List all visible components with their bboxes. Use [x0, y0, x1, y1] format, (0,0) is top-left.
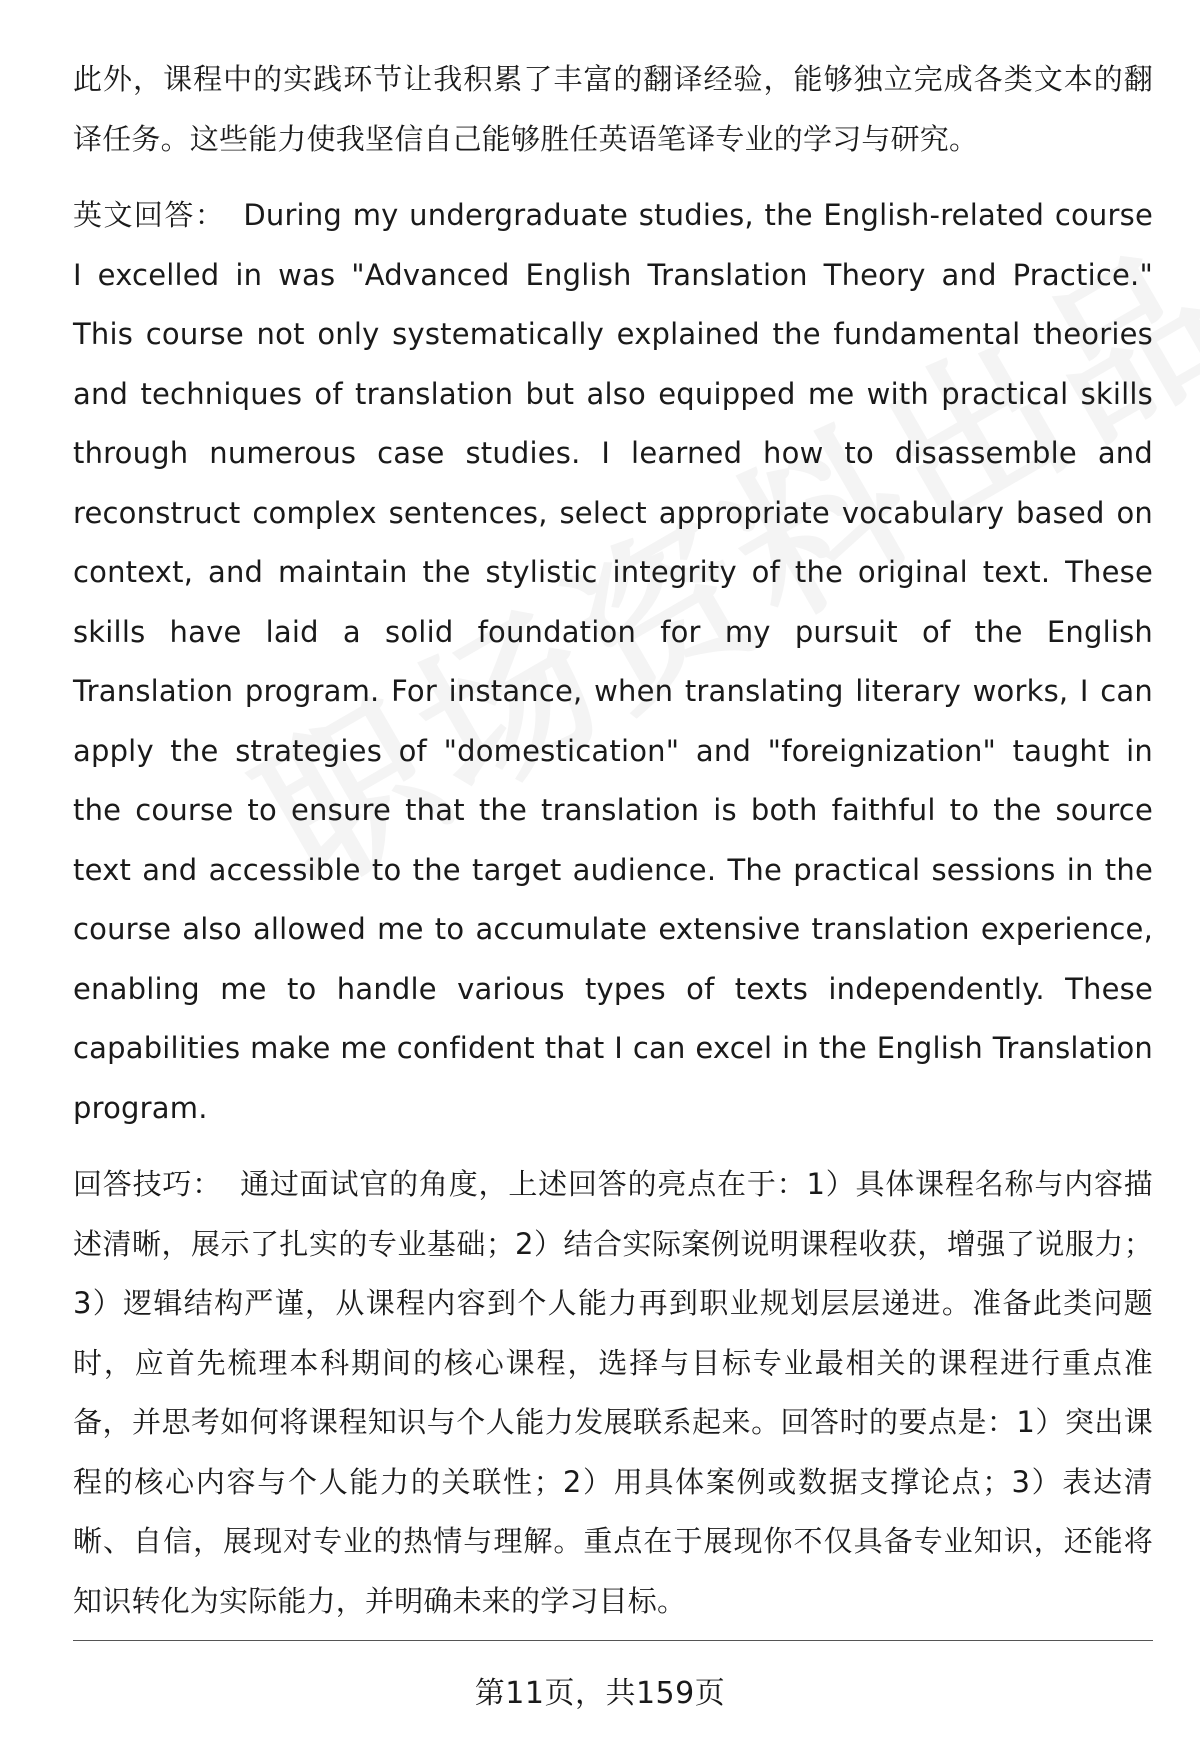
document-body: [73, 50, 1153, 1631]
footer-divider: [73, 1640, 1153, 1641]
tips-text: 通过面试官的角度，上述回答的亮点在于：1）具体课程名称与内容描述清晰，展示了扎实的专业基础；2）结合实际案例说明课程收获，增强了说服力；3）逻辑结构严谨，从课程内容到个人能力再到职业规划层层递进。准备此类问题时，应首先梳理本科期间的核心课程，选择与目标专业最相关的课程进行重点准备，并思考如何将课程知识与个人能力发展联系起来。回答时的要点是：1）突出课程的核心内容与个人能力的关联性；2）用具体案例或数据支撑论点；3）表达清晰、自信，展现对专业的热情与理解。重点在于展现你不仅具备专业知识，还能将知识转化为实际能力，并明确未来的学习目标。: [73, 1167, 1153, 1618]
page-number: 第11页，共159页: [474, 1676, 726, 1711]
english-answer-paragraph: [73, 186, 1153, 1138]
tips-label: 回答技巧：: [73, 1167, 223, 1201]
english-answer-label: 英文回答：: [73, 198, 226, 232]
paragraph-intro: 此外，课程中的实践环节让我积累了丰富的翻译经验，能够独立完成各类文本的翻译任务。这些能力使我坚信自己能够胜任英语笔译专业的学习与研究。: [73, 62, 1153, 156]
english-answer-text: During my undergraduate studies, the English-related course I excelled in was "Advanced English Translation Theory and Practice." This course not only systematically explained the fundamental theories and techniques of translation but also equipped me with practical skills through numerous case studies. I learned how to disassemble and reconstruct complex sentences, select appropriate vocabulary based on context, and maintain the stylistic integrity of the original text. These skills have laid a solid foundation for my pursuit of the English Translation program. For instance, when translating literary works, I can apply the strategies of "domestication" and "foreignization" taught in the course to ensure that the translation is both faithful to the source text and accessible to the target audience. The practical sessions in the course also allowed me to accumulate extensive translation experience, enabling me to handle various types of texts independently. These capabilities make me confident that I can excel in the English Translation program.: [73, 198, 1153, 1125]
tips-paragraph: [73, 1155, 1153, 1631]
